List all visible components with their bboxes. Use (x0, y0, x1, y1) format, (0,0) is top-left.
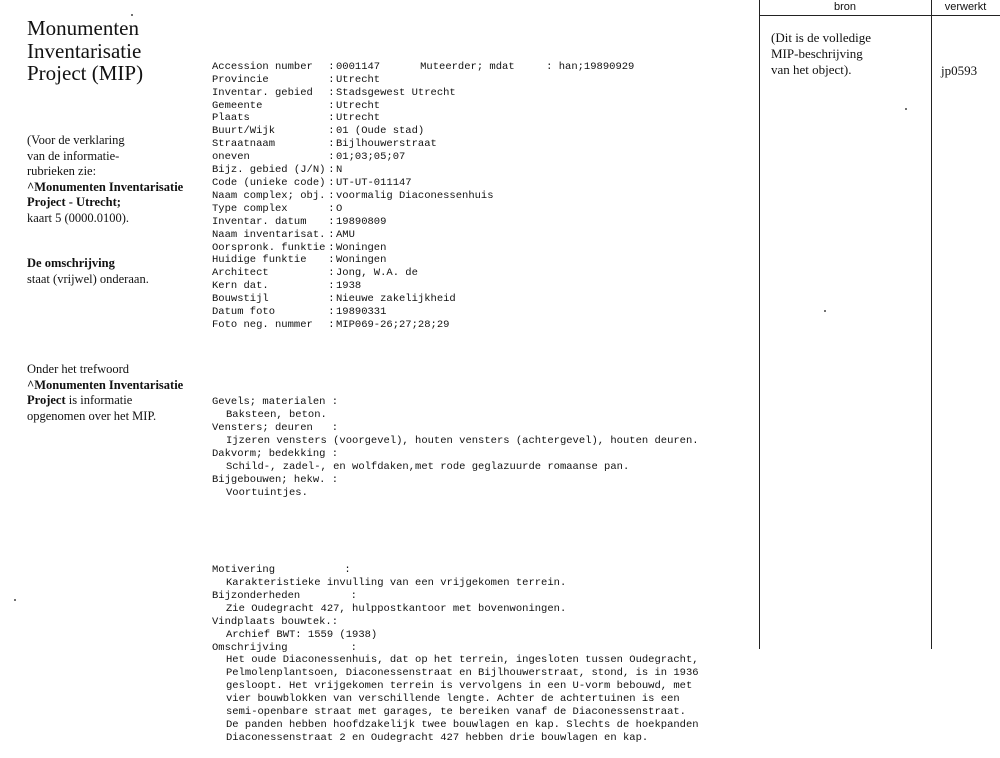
record-field (212, 267, 752, 280)
record-field (212, 216, 752, 229)
block-text: Pelmolenplantsoen, Diaconessenstraat en Bijlhouwerstraat, stond, is in 1936 (226, 667, 699, 680)
field-key: Accession number (212, 60, 313, 73)
record-field (212, 138, 752, 151)
note-reference: ^Monumenten Inventarisatie (27, 179, 184, 194)
note-reference: Project (27, 393, 66, 408)
bron-line: MIP-beschrijving (771, 46, 863, 61)
record-field (212, 254, 752, 267)
note-line: Onder het trefwoord (27, 362, 130, 376)
block-text: Ijzeren vensters (voorgevel), houten vensters (achtergevel), houten deuren. (226, 435, 699, 448)
block-heading: Bijgebouwen; hekw. : (212, 473, 339, 486)
field-key: Datum foto (212, 306, 276, 319)
field-separator: : (322, 306, 335, 319)
record-field (212, 87, 752, 100)
field-separator: : (322, 151, 335, 164)
note-line: is informatie (65, 393, 133, 408)
record-field (212, 242, 752, 255)
block-heading: Vensters; deuren : (212, 422, 339, 435)
field-key: Buurt/Wijk (212, 125, 276, 138)
description-note (27, 256, 149, 287)
field-separator: : (322, 202, 335, 215)
field-key: Provincie (212, 73, 269, 86)
header-divider (759, 15, 1000, 16)
note-line: opgenomen over het MIP. (27, 408, 157, 423)
mip-record (212, 35, 752, 758)
field-separator: : (322, 112, 335, 125)
field-key: Bijz. gebied (J/N) (212, 164, 326, 177)
field-value: 0001147 (336, 60, 381, 73)
record-field (212, 280, 752, 293)
field-value: 19890809 (336, 215, 387, 228)
scan-speck (824, 310, 826, 312)
field-value: UT-UT-011147 (336, 176, 412, 189)
field-separator: : (322, 215, 335, 228)
block-heading: Gevels; materialen : (212, 396, 339, 409)
record-field (212, 61, 752, 74)
block-text: Zie Oudegracht 427, hulppostkantoor met bovenwoningen. (226, 602, 567, 615)
title-line: Project (MIP) (27, 61, 144, 85)
record-field (212, 74, 752, 87)
scan-speck (14, 599, 16, 601)
record-blocks-description (212, 564, 752, 745)
field-value: Nieuwe zakelijkheid (336, 293, 456, 306)
collection-title (27, 17, 143, 85)
explanation-note (27, 133, 183, 227)
block-text: Diaconessenstraat 2 en Oudegracht 427 hebben drie bouwlagen en kap. (226, 731, 649, 744)
block-text: Voortuintjes. (226, 486, 308, 499)
field-value: Woningen (336, 241, 387, 254)
field-separator: : (322, 280, 335, 293)
field-separator: : (322, 228, 335, 241)
field-value: Jong, W.A. de (336, 267, 418, 280)
record-field (212, 112, 752, 125)
field-key: Code (unieke code) (212, 176, 326, 189)
field-key: Oorspronk. funktie (212, 241, 326, 254)
field-separator: : (322, 99, 335, 112)
keyword-note (27, 362, 183, 424)
note-line: (Voor de verklaring (27, 133, 125, 147)
note-reference: ^Monumenten Inventarisatie (27, 377, 184, 392)
note-line: van de informatie- (27, 148, 120, 163)
field-separator: : (322, 125, 335, 138)
field-value: Utrecht (336, 112, 381, 125)
field-value: 01 (Oude stad) (336, 125, 425, 138)
field-extra: Muteerder; mdat : han;19890929 (420, 60, 635, 73)
record-field (212, 306, 752, 319)
title-line: Inventarisatie (27, 38, 142, 63)
field-separator: : (322, 60, 335, 73)
field-value: Stadsgewest Utrecht (336, 86, 456, 99)
record-field (212, 100, 752, 113)
block-text: Schild-, zadel-, en wolfdaken,met rode geglazuurde romaanse pan. (226, 460, 630, 473)
field-key: Gemeente (212, 99, 263, 112)
record-field (212, 293, 752, 306)
column-divider (759, 0, 760, 649)
field-key: Straatnaam (212, 138, 276, 151)
column-header-verwerkt: verwerkt (944, 1, 987, 13)
record-field (212, 319, 752, 332)
field-key: Inventar. datum (212, 215, 307, 228)
field-value: Woningen (336, 254, 387, 267)
field-separator: : (322, 73, 335, 86)
block-text: semi-openbare straat met garages, te bereiken vanaf de Diaconessenstraat. (226, 706, 686, 719)
note-bold: De omschrijving (27, 256, 115, 270)
field-value: 1938 (336, 280, 362, 293)
field-separator: : (322, 293, 335, 306)
field-key: Huidige funktie (212, 254, 307, 267)
field-value: AMU (336, 228, 355, 241)
record-field (212, 190, 752, 203)
block-heading: Vindplaats bouwtek.: (212, 615, 339, 628)
field-value: Bijlhouwerstraat (336, 138, 437, 151)
record-field (212, 229, 752, 242)
field-value: O (336, 202, 343, 215)
verwerkt-code: jp0593 (941, 63, 978, 78)
field-value: voormalig Diaconessenhuis (336, 189, 494, 202)
field-value: Utrecht (336, 99, 381, 112)
field-separator: : (322, 164, 335, 177)
block-text: Baksteen, beton. (226, 409, 327, 422)
field-key: Type complex (212, 202, 288, 215)
field-separator: : (322, 254, 335, 267)
record-field (212, 125, 752, 138)
field-key: Plaats (212, 112, 250, 125)
block-heading: Omschrijving : (212, 641, 357, 654)
field-separator: : (322, 267, 335, 280)
note-reference: Project - Utrecht; (27, 195, 121, 210)
field-separator: : (322, 318, 335, 331)
block-text: vier bouwblokken van verschillende lengte. Achter de achtertuinen is een (226, 693, 680, 706)
block-text: Archief BWT: 1559 (1938) (226, 628, 378, 641)
record-field (212, 151, 752, 164)
record-field (212, 177, 752, 190)
record-field (212, 164, 752, 177)
field-value: 01;03;05;07 (336, 151, 406, 164)
field-key: Bouwstijl (212, 293, 269, 306)
field-separator: : (322, 241, 335, 254)
record-fields (212, 61, 752, 332)
field-separator: : (322, 86, 335, 99)
field-separator: : (322, 138, 335, 151)
field-key: Foto neg. nummer (212, 318, 313, 331)
bron-line: van het object). (771, 62, 852, 77)
block-text: gesloopt. Het vrijgekomen terrein is vervolgens in een U-vorm bebouwd, met (226, 680, 693, 693)
block-text: Het oude Diaconessenhuis, dat op het terrein, ingesloten tussen Oudegracht, (226, 654, 699, 667)
field-key: Naam complex; obj. (212, 189, 326, 202)
scan-speck (905, 108, 907, 110)
field-key: Inventar. gebied (212, 86, 313, 99)
scan-speck (131, 14, 133, 16)
block-text: De panden hebben hoofdzakelijk twee bouwlagen en kap. Slechts de hoekpanden (226, 719, 699, 731)
block-heading: Bijzonderheden : (212, 589, 357, 602)
title-line: Monumenten (27, 16, 139, 40)
block-heading: Dakvorm; bedekking : (212, 447, 339, 460)
field-key: Naam inventarisat. (212, 228, 326, 241)
field-key: Architect (212, 267, 269, 280)
field-value: 19890331 (336, 306, 387, 319)
field-value: MIP069-26;27;28;29 (336, 318, 450, 331)
field-key: Kern dat. (212, 280, 269, 293)
record-blocks-building (212, 396, 752, 499)
note-line: staat (vrijwel) onderaan. (27, 271, 149, 286)
block-heading: Motivering : (212, 564, 351, 577)
field-separator: : (322, 176, 335, 189)
field-value: N (336, 164, 343, 177)
note-line: rubrieken zie: (27, 164, 97, 179)
field-separator: : (322, 189, 335, 202)
column-divider (931, 0, 932, 649)
field-value: Utrecht (336, 73, 381, 86)
record-field (212, 203, 752, 216)
column-header-bron: bron (833, 1, 857, 13)
block-text: Karakteristieke invulling van een vrijgekomen terrein. (226, 577, 567, 590)
note-line: kaart 5 (0000.0100). (27, 210, 130, 225)
bron-line: (Dit is de volledige (771, 30, 872, 45)
bron-text (771, 30, 871, 78)
field-key: oneven (212, 151, 250, 164)
